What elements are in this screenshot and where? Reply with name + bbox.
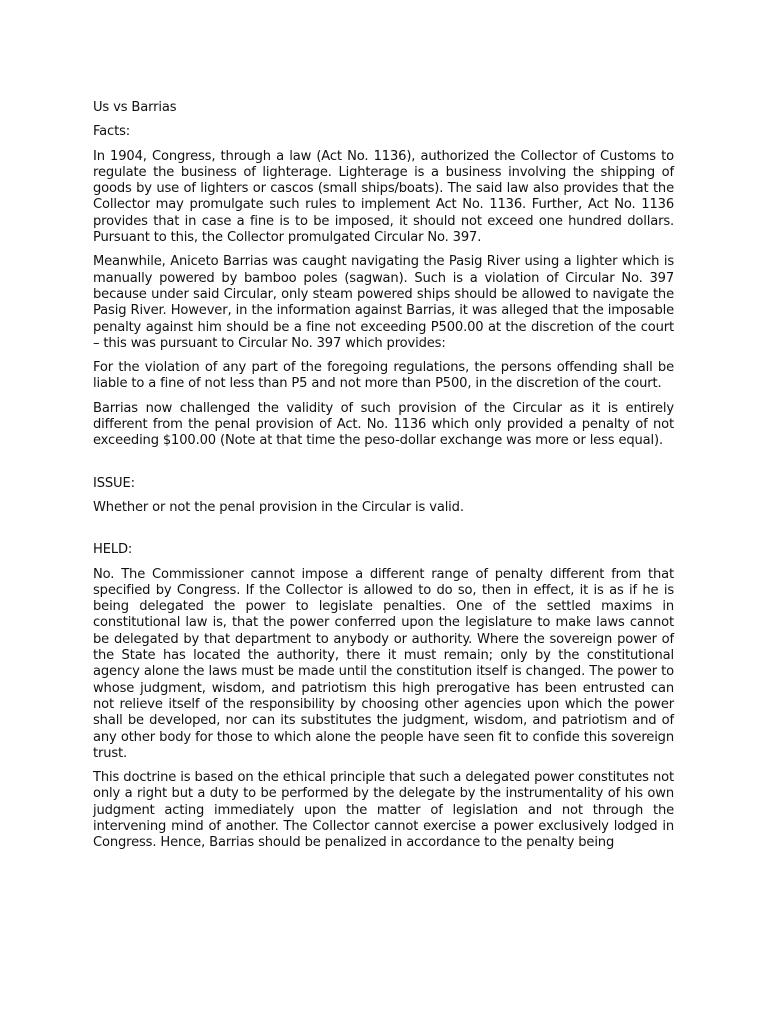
issue-heading: ISSUE: — [93, 475, 135, 491]
held-paragraph: No. The Commissioner cannot impose a different range of penalty different from that specified by Congress. If the Collector is allowed to do so, then in effect, it is as if he is being delegated the power to legislate penalties. One of the settled maxims in constitutional law is, that the power conferred upon the legislature to make laws cannot be delegated by that department to anybody or authority. Where the sovereign power of the State has located the authority, there it must remain; only by the constitutional agency alone the laws must be made until the constitution itself is changed. The power to whose judgment, wisdom, and patriotism this high prerogative has been entrusted can not relieve itself of the responsibility by choosing other agencies upon which the power shall be developed, nor can its substitutes the judgment, wisdom, and patriotism and of any other body for those to which alone the people have seen fit to confide this sovereign trust. — [93, 566, 674, 761]
issue-text: Whether or not the penal provision in the Circular is valid. — [93, 499, 464, 515]
case-title: Us vs Barrias — [93, 100, 177, 115]
document-body — [93, 100, 674, 860]
held-heading: HELD: — [93, 542, 133, 558]
facts-heading: Facts: — [93, 124, 131, 140]
facts-paragraph: Barrias now challenged the validity of such provision of the Circular as it is entirely different from the penal provision of Act. No. 1136 which only provided a penalty of not exceeding $100.00 (Note at that time the peso-dollar exchange was more or less equal). — [93, 400, 674, 449]
facts-paragraph: In 1904, Congress, through a law (Act No. 1136), authorized the Collector of Customs to regulate the business of lighterage. Lighterage is a business involving the shipping of goods by use of lighters or cascos (small ships/boats). The said law also provides that the Collector may promulgate such rules to implement Act No. 1136. Further, Act No. 1136 provides that in case a fine is to be imposed, it should not exceed one hundred dollars. Pursuant to this, the Collector promulgated Circular No. 397. — [93, 148, 674, 246]
facts-paragraph: Meanwhile, Aniceto Barrias was caught navigating the Pasig River using a lighter which is manually powered by bamboo poles (sagwan). Such is a violation of Circular No. 397 because under said Circular, only steam powered ships should be allowed to navigate the Pasig River. However, in the information against Barrias, it was alleged that the imposable penalty against him should be a fine not exceeding P500.00 at the discretion of the court – this was pursuant to Circular No. 397 which provides: — [93, 254, 674, 351]
circular-quote: For the violation of any part of the foregoing regulations, the persons offending shall be liable to a fine of not less than P5 and not more than P500, in the discretion of the court. — [93, 360, 674, 392]
held-paragraph: This doctrine is based on the ethical principle that such a delegated power constitutes not only a right but a duty to be performed by the delegate by the instrumentality of his own judgment acting immediately upon the matter of legislation and not through the intervening mind of another. The Collector cannot exercise a power exclusively lodged in Congress. Hence, Barrias should be penalized in accordance to the penalty being — [93, 770, 674, 851]
